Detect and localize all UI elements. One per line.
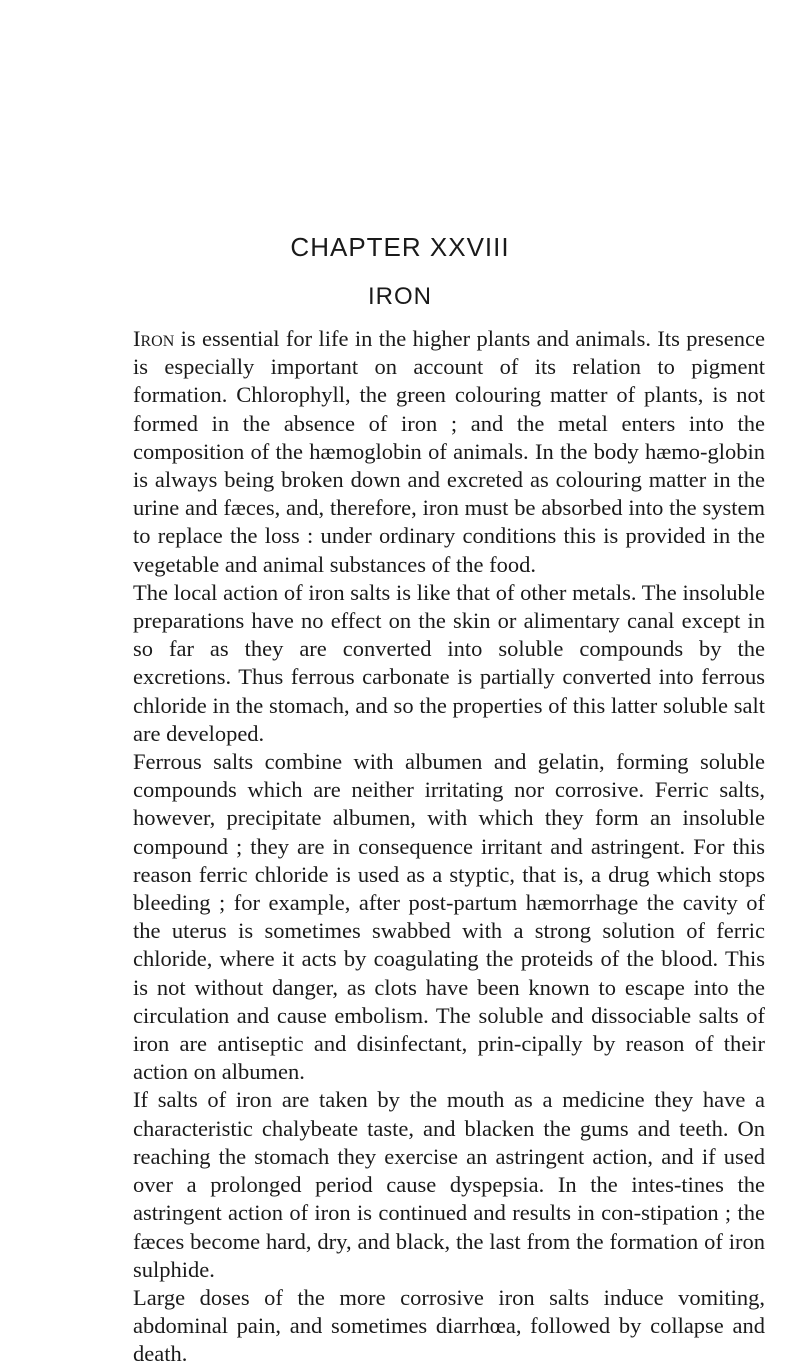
paragraph-text: If salts of iron are taken by the mouth as a medicine they have a characteristic chalybeate taste, and blacken the gums and teeth. On reaching the stomach they exercise an astringent action, and if used over a prolonged period cause dyspepsia. In the intes-tines the astringent action of iron is continued and results in con-stipation ; the fæces become hard, dry, and black, the last from the formation of iron sulphide. — [133, 1087, 765, 1282]
paragraph-text: Large doses of the more corrosive iron salts induce vomiting, abdominal pain, and sometimes diarrhœa, followed by collapse and death. — [133, 1284, 765, 1367]
chapter-title: IRON — [368, 283, 432, 310]
paragraph-4 — [133, 1086, 765, 1283]
paragraph-text: Ferrous salts combine with albumen and gelatin, forming soluble compounds which are neither irritating nor corrosive. Ferric salts, however, precipitate albumen, with which they form an insoluble compound ; they are in consequence irritant and astringent. For this reason ferric chloride is used as a styptic, that is, a drug which stops bleeding ; for example, after post-partum hæmorrhage the cavity of the uterus is sometimes swabbed with a strong solution of ferric chloride, where it acts by coagulating the proteids of the blood. This is not without danger, as clots have been known to escape into the circulation and cause embolism. The soluble and dissociable salts of iron are antiseptic and disinfectant, prin-cipally by reason of their action on albumen. — [133, 749, 765, 1085]
chapter-body — [133, 325, 765, 1369]
paragraph-1 — [133, 325, 765, 579]
paragraph-3 — [133, 748, 765, 1086]
paragraph-text: The local action of iron salts is like that of other metals. The insoluble preparations have no effect on the skin or alimentary canal except in so far as they are converted into soluble compounds by the excretions. Thus ferrous carbonate is partially converted into ferrous chloride in the stomach, and so the properties of this latter soluble salt are developed. — [133, 579, 765, 746]
paragraph-text: is essential for life in the higher plants and animals. Its presence is especially important on account of its relation to pigment formation. Chlorophyll, the green colouring matter of plants, is not formed in the absence of iron ; and the metal enters into the composition of the hæmoglobin of animals. In the body hæmo-globin is always being broken down and excreted as colouring matter in the urine and fæces, and, therefore, iron must be absorbed into the system to replace the loss : under ordinary conditions this is provided in the vegetable and animal substances of the food. — [133, 326, 765, 577]
chapter-heading: CHAPTER XXVIII — [290, 232, 510, 262]
paragraph-5 — [133, 1284, 765, 1369]
paragraph-lead-word: Iron — [133, 326, 175, 351]
paragraph-2 — [133, 579, 765, 748]
